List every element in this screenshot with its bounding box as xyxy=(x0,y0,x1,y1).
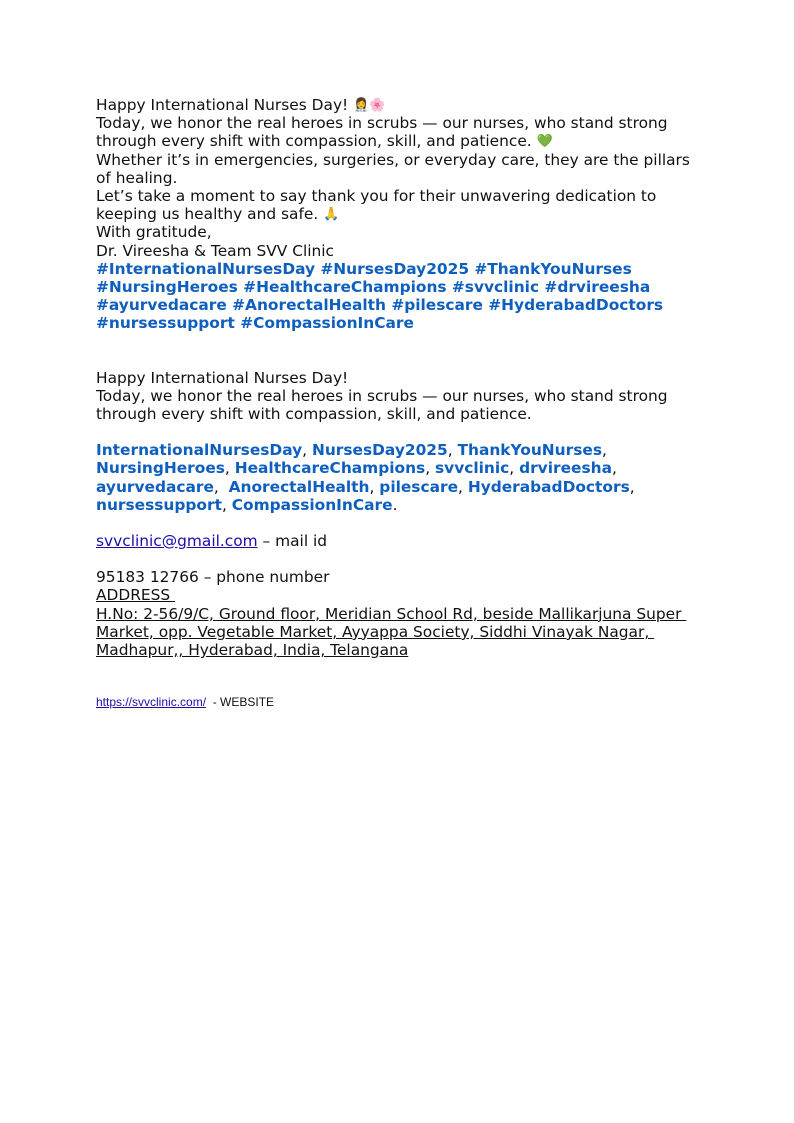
signoff-line: With gratitude, xyxy=(96,223,212,242)
spacer xyxy=(96,423,696,441)
address-line: H.No: 2-56/9/C, Ground floor, Meridian School Rd, beside Mallikarjuna Super xyxy=(96,604,687,623)
hashtag-line: #NursingHeroes #HealthcareChampions #svvclinic #drvireesha xyxy=(96,278,651,297)
document-body xyxy=(96,96,696,709)
greeting-line: Happy International Nurses Day! xyxy=(96,368,349,387)
tag-link[interactable]: pilescare xyxy=(379,477,459,496)
body-line: keeping us healthy and safe. 🙏 xyxy=(96,205,340,224)
nurse-flower-emoji: 👩‍⚕️🌸 xyxy=(353,98,386,113)
hashtag-line: #ayurvedacare #AnorectalHealth #pilescare #HyderabadDoctors xyxy=(96,296,664,315)
contact-block xyxy=(96,532,696,659)
body-line: Today, we honor the real heroes in scrubs — our nurses, who stand strong xyxy=(96,114,668,133)
body-line: Let’s take a moment to say thank you for their unwavering dedication to xyxy=(96,187,657,206)
email-line: svvclinic@gmail.com – mail id xyxy=(96,532,328,551)
spacer xyxy=(96,514,696,532)
body-line: through every shift with compassion, skill, and patience. xyxy=(96,405,532,424)
tag-link[interactable]: HyderabadDoctors xyxy=(467,477,630,496)
green-heart-emoji: 💚 xyxy=(536,134,553,150)
tag-list-line: ayurvedacare, AnorectalHealth, pilescare, HyderabadDoctors, xyxy=(96,477,635,496)
hashtag-line: #InternationalNursesDay #NursesDay2025 #ThankYouNurses xyxy=(96,259,632,278)
spacer xyxy=(96,550,696,568)
website-link[interactable]: https://svvclinic.com/ xyxy=(96,695,207,710)
post-version-2 xyxy=(96,369,696,514)
tag-link[interactable]: HealthcareChampions xyxy=(234,459,426,478)
folded-hands-emoji: 🙏 xyxy=(323,207,340,223)
spacer xyxy=(96,333,696,369)
hashtag-block xyxy=(96,260,696,333)
phone-line: 95183 12766 – phone number xyxy=(96,568,330,587)
tag-link[interactable]: nursessupport xyxy=(96,495,222,514)
tag-link[interactable]: drvireesha xyxy=(519,459,612,478)
address-heading: ADDRESS xyxy=(96,586,176,605)
email-link[interactable]: svvclinic@gmail.com xyxy=(96,532,258,551)
body-line: Whether it’s in emergencies, surgeries, or everyday care, they are the pillars xyxy=(96,150,690,169)
post-version-1 xyxy=(96,96,696,333)
body-line: of healing. xyxy=(96,168,178,187)
tag-link[interactable]: InternationalNursesDay xyxy=(96,441,303,460)
tag-list-line: NursingHeroes, HealthcareChampions, svvclinic, drvireesha, xyxy=(96,459,617,478)
body-line: through every shift with compassion, skill, and patience. 💚 xyxy=(96,132,553,151)
spacer xyxy=(96,659,696,695)
body-line: Today, we honor the real heroes in scrubs — our nurses, who stand strong xyxy=(96,386,668,405)
tag-link[interactable]: NursesDay2025 xyxy=(311,441,448,460)
address-line: Madhapur,, Hyderabad, India, Telangana xyxy=(96,641,409,660)
signature-line: Dr. Vireesha & Team SVV Clinic xyxy=(96,241,335,260)
tag-list-line: nursessupport, CompassionInCare. xyxy=(96,495,398,514)
tag-link[interactable]: AnorectalHealth xyxy=(228,477,370,496)
tag-link[interactable]: CompassionInCare xyxy=(231,495,393,514)
greeting-line: Happy International Nurses Day! 👩‍⚕️🌸 xyxy=(96,96,386,114)
tag-link[interactable]: ayurvedacare xyxy=(96,477,214,496)
tag-list-line: InternationalNursesDay, NursesDay2025, ThankYouNurses, xyxy=(96,441,607,460)
tag-link[interactable]: NursingHeroes xyxy=(96,459,225,478)
website-line: https://svvclinic.com/ - WEBSITE xyxy=(96,695,275,710)
hashtag-line: #nursessupport #CompassionInCare xyxy=(96,314,414,333)
tag-link[interactable]: ThankYouNurses xyxy=(457,441,602,460)
address-line: Market, opp. Vegetable Market, Ayyappa Society, Siddhi Vinayak Nagar, xyxy=(96,622,655,641)
tag-link[interactable]: svvclinic xyxy=(435,459,510,478)
